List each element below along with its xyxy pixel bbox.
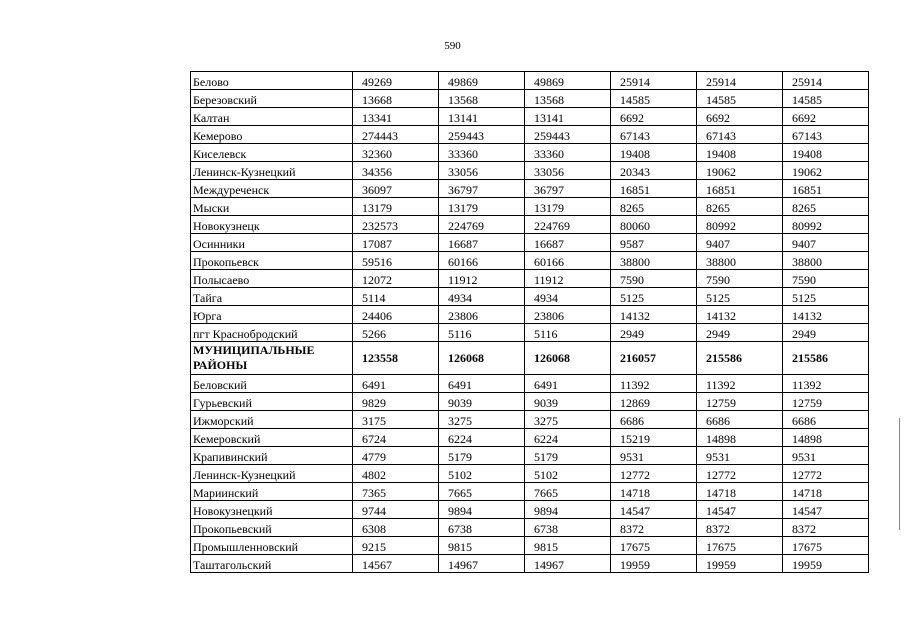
table-row: [191, 234, 869, 252]
table-cell: 38800: [697, 252, 783, 270]
table-cell: 2949: [697, 324, 783, 342]
table-cell: 14967: [525, 555, 611, 573]
row-label: Междуреченск: [191, 180, 353, 198]
table-row: [191, 288, 869, 306]
table-cell: 32360: [353, 144, 439, 162]
table-row: [191, 180, 869, 198]
table-cell: 6308: [353, 519, 439, 537]
row-label: Осинники: [191, 234, 353, 252]
table-cell: 2949: [611, 324, 697, 342]
table-cell: 14132: [783, 306, 869, 324]
table-row: [191, 324, 869, 342]
table-cell: 16851: [697, 180, 783, 198]
row-label: Прокопьевск: [191, 252, 353, 270]
table-cell: 16851: [611, 180, 697, 198]
table-cell: 126068: [525, 342, 611, 375]
table-cell: 14132: [611, 306, 697, 324]
table-cell: 9215: [353, 537, 439, 555]
table-cell: 9407: [697, 234, 783, 252]
table-cell: 49869: [439, 72, 525, 90]
table-row: [191, 411, 869, 429]
table-cell: 12772: [611, 465, 697, 483]
row-label: Мариинский: [191, 483, 353, 501]
table-cell: 215586: [697, 342, 783, 375]
table-cell: 60166: [439, 252, 525, 270]
table-cell: 123558: [353, 342, 439, 375]
table-cell: 9894: [439, 501, 525, 519]
table-cell: 215586: [783, 342, 869, 375]
table-cell: 15219: [611, 429, 697, 447]
table-cell: 67143: [783, 126, 869, 144]
table-cell: 8372: [783, 519, 869, 537]
table-cell: 7590: [697, 270, 783, 288]
row-label: Новокузнецк: [191, 216, 353, 234]
table-cell: 12759: [697, 393, 783, 411]
table-cell: 9039: [525, 393, 611, 411]
table-cell: 12772: [697, 465, 783, 483]
table-cell: 38800: [783, 252, 869, 270]
table-cell: 11912: [439, 270, 525, 288]
table-cell: 8265: [783, 198, 869, 216]
table-cell: 259443: [525, 126, 611, 144]
table-cell: 19062: [783, 162, 869, 180]
table-cell: 6686: [783, 411, 869, 429]
table-cell: 13179: [439, 198, 525, 216]
table-cell: 49269: [353, 72, 439, 90]
page-number: 590: [444, 40, 461, 52]
table-cell: 33056: [525, 162, 611, 180]
table-cell: 12772: [783, 465, 869, 483]
table-cell: 36797: [525, 180, 611, 198]
table-cell: 13668: [353, 90, 439, 108]
table-cell: 3175: [353, 411, 439, 429]
table-cell: 4934: [439, 288, 525, 306]
table-cell: 17087: [353, 234, 439, 252]
table-row: [191, 144, 869, 162]
table-cell: 126068: [439, 342, 525, 375]
table-cell: 67143: [697, 126, 783, 144]
table-cell: 5266: [353, 324, 439, 342]
table-cell: 67143: [611, 126, 697, 144]
table-cell: 8372: [611, 519, 697, 537]
table-cell: 60166: [525, 252, 611, 270]
table-cell: 274443: [353, 126, 439, 144]
row-label: Березовский: [191, 90, 353, 108]
table-cell: 14718: [783, 483, 869, 501]
table-cell: 5125: [697, 288, 783, 306]
table-cell: 14547: [611, 501, 697, 519]
row-label: Кемеровский: [191, 429, 353, 447]
table-cell: 23806: [525, 306, 611, 324]
table-cell: 6724: [353, 429, 439, 447]
table-cell: 34356: [353, 162, 439, 180]
row-label: пгт Краснобродский: [191, 324, 353, 342]
table-cell: 12869: [611, 393, 697, 411]
table-cell: 14547: [697, 501, 783, 519]
table-body: [191, 72, 869, 573]
table-cell: 11392: [697, 375, 783, 393]
table-cell: 5125: [611, 288, 697, 306]
table-cell: 6686: [697, 411, 783, 429]
table-cell: 19408: [611, 144, 697, 162]
table-row: [191, 252, 869, 270]
table-cell: 13341: [353, 108, 439, 126]
table-row: [191, 483, 869, 501]
row-label: Белово: [191, 72, 353, 90]
table-cell: 13141: [439, 108, 525, 126]
table-cell: 11392: [611, 375, 697, 393]
table-cell: 12759: [783, 393, 869, 411]
table-cell: 14585: [697, 90, 783, 108]
table-cell: 11912: [525, 270, 611, 288]
table-cell: 13141: [525, 108, 611, 126]
table-cell: 14967: [439, 555, 525, 573]
table-cell: 6491: [525, 375, 611, 393]
table-cell: 9039: [439, 393, 525, 411]
table-cell: 6491: [439, 375, 525, 393]
row-label: МУНИЦИПАЛЬНЫЕ РАЙОНЫ: [191, 342, 353, 375]
table-cell: 16851: [783, 180, 869, 198]
table-row: [191, 519, 869, 537]
table-row: [191, 126, 869, 144]
table-cell: 25914: [611, 72, 697, 90]
table-row: [191, 393, 869, 411]
table-cell: 2949: [783, 324, 869, 342]
table-cell: 7665: [439, 483, 525, 501]
table-cell: 17675: [783, 537, 869, 555]
table-cell: 14898: [697, 429, 783, 447]
table-row: [191, 447, 869, 465]
row-label: Калтан: [191, 108, 353, 126]
table-cell: 17675: [697, 537, 783, 555]
scan-edge-mark: [899, 418, 900, 530]
table-cell: 232573: [353, 216, 439, 234]
row-label: Ижморский: [191, 411, 353, 429]
table-cell: 14132: [697, 306, 783, 324]
table-row: [191, 216, 869, 234]
table-row: [191, 108, 869, 126]
table-cell: 4802: [353, 465, 439, 483]
row-label: Крапивинский: [191, 447, 353, 465]
table-cell: 14585: [783, 90, 869, 108]
table-cell: 4779: [353, 447, 439, 465]
row-label: Прокопьевский: [191, 519, 353, 537]
table-cell: 9894: [525, 501, 611, 519]
table-cell: 5114: [353, 288, 439, 306]
row-label: Беловский: [191, 375, 353, 393]
row-label: Киселевск: [191, 144, 353, 162]
table-cell: 9531: [783, 447, 869, 465]
table-row: [191, 429, 869, 447]
table-row: [191, 375, 869, 393]
table-cell: 16687: [525, 234, 611, 252]
table-cell: 12072: [353, 270, 439, 288]
table-cell: 5179: [525, 447, 611, 465]
table-row: [191, 465, 869, 483]
row-label: Кемерово: [191, 126, 353, 144]
table-row: [191, 90, 869, 108]
table-cell: 5125: [783, 288, 869, 306]
table-cell: 7590: [611, 270, 697, 288]
table-cell: 5102: [525, 465, 611, 483]
table-cell: 25914: [697, 72, 783, 90]
table-cell: 14585: [611, 90, 697, 108]
table-cell: 3275: [525, 411, 611, 429]
table-cell: 6491: [353, 375, 439, 393]
table-cell: 17675: [611, 537, 697, 555]
table-cell: 6692: [611, 108, 697, 126]
row-label: Ленинск-Кузнецкий: [191, 465, 353, 483]
table-row: [191, 198, 869, 216]
table-cell: 80060: [611, 216, 697, 234]
table-cell: 33360: [439, 144, 525, 162]
row-label: Промышленновский: [191, 537, 353, 555]
table-cell: 11392: [783, 375, 869, 393]
table-cell: 6692: [783, 108, 869, 126]
table-cell: 6224: [439, 429, 525, 447]
table-cell: 14718: [697, 483, 783, 501]
table-cell: 9744: [353, 501, 439, 519]
table-cell: 49869: [525, 72, 611, 90]
table-cell: 80992: [783, 216, 869, 234]
table-cell: 14898: [783, 429, 869, 447]
table-row: [191, 270, 869, 288]
table-cell: 9407: [783, 234, 869, 252]
table-cell: 24406: [353, 306, 439, 324]
table-cell: 5179: [439, 447, 525, 465]
table-row: [191, 72, 869, 90]
table-cell: 19408: [697, 144, 783, 162]
table-cell: 19959: [783, 555, 869, 573]
table-cell: 19959: [697, 555, 783, 573]
table-cell: 216057: [611, 342, 697, 375]
table-cell: 80992: [697, 216, 783, 234]
table-cell: 20343: [611, 162, 697, 180]
row-label: Юрга: [191, 306, 353, 324]
table-cell: 13568: [439, 90, 525, 108]
table-cell: 9587: [611, 234, 697, 252]
table-cell: 19959: [611, 555, 697, 573]
data-table: [190, 71, 869, 573]
table-cell: 9829: [353, 393, 439, 411]
table-cell: 6738: [525, 519, 611, 537]
table-cell: 7590: [783, 270, 869, 288]
table-cell: 19062: [697, 162, 783, 180]
table-cell: 33056: [439, 162, 525, 180]
table-cell: 8372: [697, 519, 783, 537]
table-row: [191, 537, 869, 555]
table-cell: 9531: [697, 447, 783, 465]
table-row: [191, 306, 869, 324]
table-cell: 4934: [525, 288, 611, 306]
table-cell: 14547: [783, 501, 869, 519]
table-cell: 6224: [525, 429, 611, 447]
table-cell: 36797: [439, 180, 525, 198]
table-cell: 25914: [783, 72, 869, 90]
table-cell: 33360: [525, 144, 611, 162]
table-cell: 59516: [353, 252, 439, 270]
row-label: Тайга: [191, 288, 353, 306]
row-label: Новокузнецкий: [191, 501, 353, 519]
table-cell: 14718: [611, 483, 697, 501]
table-row: [191, 342, 869, 375]
row-label: Ленинск-Кузнецкий: [191, 162, 353, 180]
table-cell: 5116: [439, 324, 525, 342]
table-cell: 9815: [439, 537, 525, 555]
table-cell: 5116: [525, 324, 611, 342]
table-cell: 6686: [611, 411, 697, 429]
table-cell: 38800: [611, 252, 697, 270]
table-row: [191, 162, 869, 180]
table-cell: 3275: [439, 411, 525, 429]
row-label: Полысаево: [191, 270, 353, 288]
row-label: Мыски: [191, 198, 353, 216]
table-cell: 224769: [439, 216, 525, 234]
table-cell: 19408: [783, 144, 869, 162]
row-label: Гурьевский: [191, 393, 353, 411]
table-cell: 14567: [353, 555, 439, 573]
table-cell: 6692: [697, 108, 783, 126]
table-row: [191, 555, 869, 573]
table-cell: 9815: [525, 537, 611, 555]
table-cell: 13179: [525, 198, 611, 216]
table-cell: 6738: [439, 519, 525, 537]
table-cell: 13179: [353, 198, 439, 216]
table-cell: 8265: [611, 198, 697, 216]
table-cell: 5102: [439, 465, 525, 483]
table-cell: 23806: [439, 306, 525, 324]
table-cell: 16687: [439, 234, 525, 252]
row-label: Таштагольский: [191, 555, 353, 573]
table-cell: 9531: [611, 447, 697, 465]
table-row: [191, 501, 869, 519]
table-cell: 8265: [697, 198, 783, 216]
table-cell: 7365: [353, 483, 439, 501]
table-cell: 7665: [525, 483, 611, 501]
table-cell: 259443: [439, 126, 525, 144]
table-cell: 224769: [525, 216, 611, 234]
table-cell: 13568: [525, 90, 611, 108]
table-cell: 36097: [353, 180, 439, 198]
